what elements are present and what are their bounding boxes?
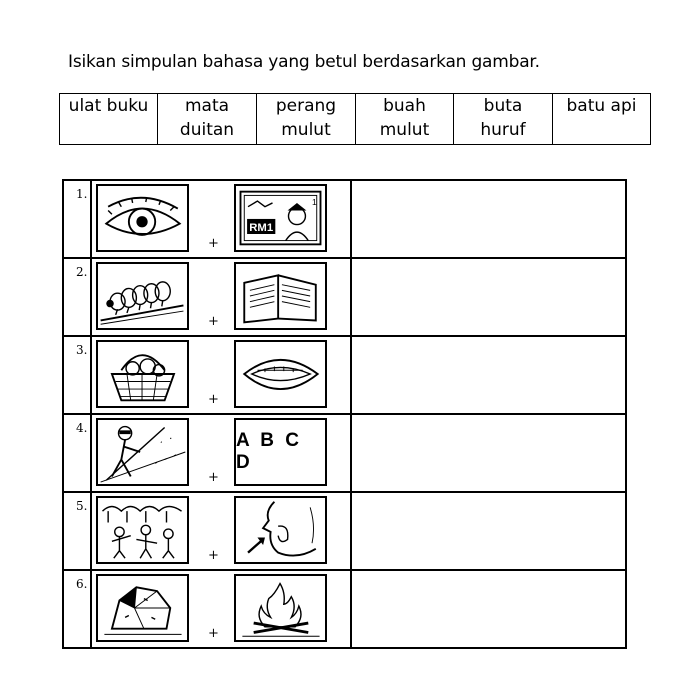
question-number: 3. [63,336,91,414]
question-row [63,180,626,258]
question-number: 1. [63,180,91,258]
word-bank-cell: buta huruf [454,94,553,145]
picture-cell [91,258,351,336]
word-bank-cell: batu api [553,94,651,145]
eye-icon [96,184,189,252]
answer-cell[interactable] [351,180,626,258]
svg-text:RM1: RM1 [249,222,274,235]
question-row [63,336,626,414]
answer-cell[interactable] [351,570,626,648]
banknote-icon [234,184,327,252]
question-row [63,570,626,648]
plus-sign: + [208,626,219,641]
word-bank-cell: ulat buku [60,94,158,145]
rock-icon [96,574,189,642]
question-number: 6. [63,570,91,648]
answer-cell[interactable] [351,492,626,570]
question-number: 2. [63,258,91,336]
book-icon [234,262,327,330]
plus-sign: + [208,392,219,407]
plus-sign: + [208,470,219,485]
word-bank-cell: buah mulut [356,94,454,145]
questions-table [62,179,627,649]
picture-cell [91,570,351,648]
question-row [63,258,626,336]
picture-cell [91,492,351,570]
answer-cell[interactable] [351,336,626,414]
question-number: 5. [63,492,91,570]
fire-icon [234,574,327,642]
answer-cell[interactable] [351,414,626,492]
mouth-icon [234,340,327,408]
question-row [63,414,626,492]
fruit-basket-icon [96,340,189,408]
instruction-text: Isikan simpulan bahasa yang betul berdasarkan gambar. [68,52,540,72]
picture-cell [91,180,351,258]
question-row [63,492,626,570]
picture-cell [91,414,351,492]
plus-sign: + [208,236,219,251]
word-bank-cell: perang mulut [257,94,356,145]
plus-sign: + [208,548,219,563]
letters-icon: A B C D [234,418,327,486]
plus-sign: + [208,314,219,329]
answer-cell[interactable] [351,258,626,336]
word-bank-table [59,93,651,145]
blind-man-icon [96,418,189,486]
svg-text:1: 1 [312,196,317,207]
word-bank-cell: mata duitan [158,94,257,145]
mouth-side-icon [234,496,327,564]
war-scene-icon [96,496,189,564]
caterpillar-icon [96,262,189,330]
question-number: 4. [63,414,91,492]
picture-cell [91,336,351,414]
